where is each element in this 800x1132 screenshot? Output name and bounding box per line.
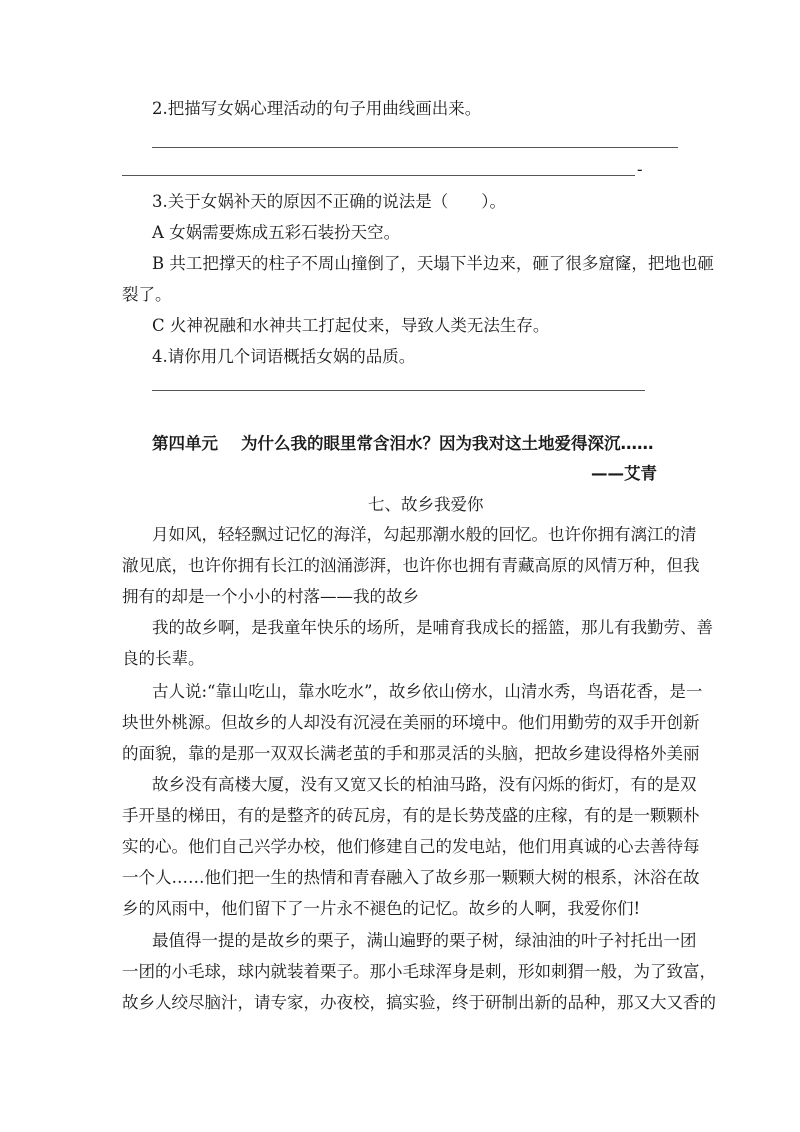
answer-line-trailing-mark: - [637, 160, 643, 179]
essay-line: 乡的风雨中，他们留下了一片永不褪色的记忆。故乡的人啊，我爱你们! [122, 899, 641, 918]
unit-label: 第四单元 [152, 434, 218, 453]
essay-line: 澈见底，也许你拥有长江的汹涌澎湃，也许你也拥有青藏高原的风情万种，但我 [122, 556, 700, 575]
essay-line: 实的心。他们自己兴学办校，他们修建自己的发电站，他们用真诚的心去善待每 [122, 837, 700, 856]
answer-line-q2-1 [152, 147, 678, 148]
question-3-option-b-line-1: B 共工把撑天的柱子不周山撞倒了，天塌下半边来，砸了很多窟窿，把地也砸 [152, 254, 714, 273]
essay-line: 良的长辈。 [122, 649, 205, 668]
question-3-option-a: A 女娲需要炼成五彩石装扮天空。 [152, 223, 401, 242]
answer-line-q4 [152, 390, 645, 391]
essay-line: 故乡人绞尽脑汁，请专家，办夜校，搞实验，终于研制出新的品种，那又大又香的 [122, 993, 716, 1012]
unit-quote-author: ——艾青 [591, 464, 657, 483]
question-2: 2.把描写女娲心理活动的句子用曲线画出来。 [152, 99, 482, 118]
essay-line: 我的故乡啊，是我童年快乐的场所，是哺育我成长的摇篮，那儿有我勤劳、善 [152, 618, 713, 637]
answer-line-q2-2 [122, 175, 635, 176]
essay-line: 的面貌，靠的是那一双双长满老茧的手和那灵活的头脑，把故乡建设得格外美丽 [122, 744, 700, 763]
essay-line: 一个人……他们把一生的热情和青春融入了故乡那一颗颗大树的根系，沐浴在故 [122, 868, 700, 887]
question-4: 4.请你用几个词语概括女娲的品质。 [152, 347, 416, 366]
essay-line: 月如风，轻轻飘过记忆的海洋，勾起那潮水般的回忆。也许你拥有漓江的清 [152, 525, 697, 544]
question-3-option-b-line-2: 裂了。 [122, 285, 172, 304]
essay-line: 块世外桃源。但故乡的人却没有沉浸在美丽的环境中。他们用勤劳的双手开创新 [122, 713, 700, 732]
essay-line: 最值得一提的是故乡的栗子，满山遍野的栗子树，绿油油的叶子衬托出一团 [152, 931, 697, 950]
essay-line: 一团的小毛球，球内就装着栗子。那小毛球浑身是刺，形如刺猬一般，为了致富， [122, 962, 716, 981]
essay-title: 七、故乡我爱你 [368, 495, 484, 514]
essay-line: 故乡没有高楼大厦，没有又宽又长的柏油马路，没有闪烁的街灯，有的是双 [152, 775, 697, 794]
question-3-option-c: C 火神祝融和水神共工打起仗来，导致人类无法生存。 [152, 316, 550, 335]
essay-line: 手开垦的梯田，有的是整齐的砖瓦房，有的是长势茂盛的庄稼，有的是一颗颗朴 [122, 806, 700, 825]
essay-line: 古人说:“靠山吃山，靠水吃水”，故乡依山傍水，山清水秀，鸟语花香，是一 [152, 682, 703, 701]
question-3: 3.关于女娲补天的原因不正确的说法是（ ）。 [152, 192, 506, 211]
unit-quote: 为什么我的眼里常含泪水？因为我对这土地爱得深沉…… [241, 434, 654, 453]
essay-line: 拥有的却是一个小小的村落——我的故乡 [122, 587, 419, 606]
